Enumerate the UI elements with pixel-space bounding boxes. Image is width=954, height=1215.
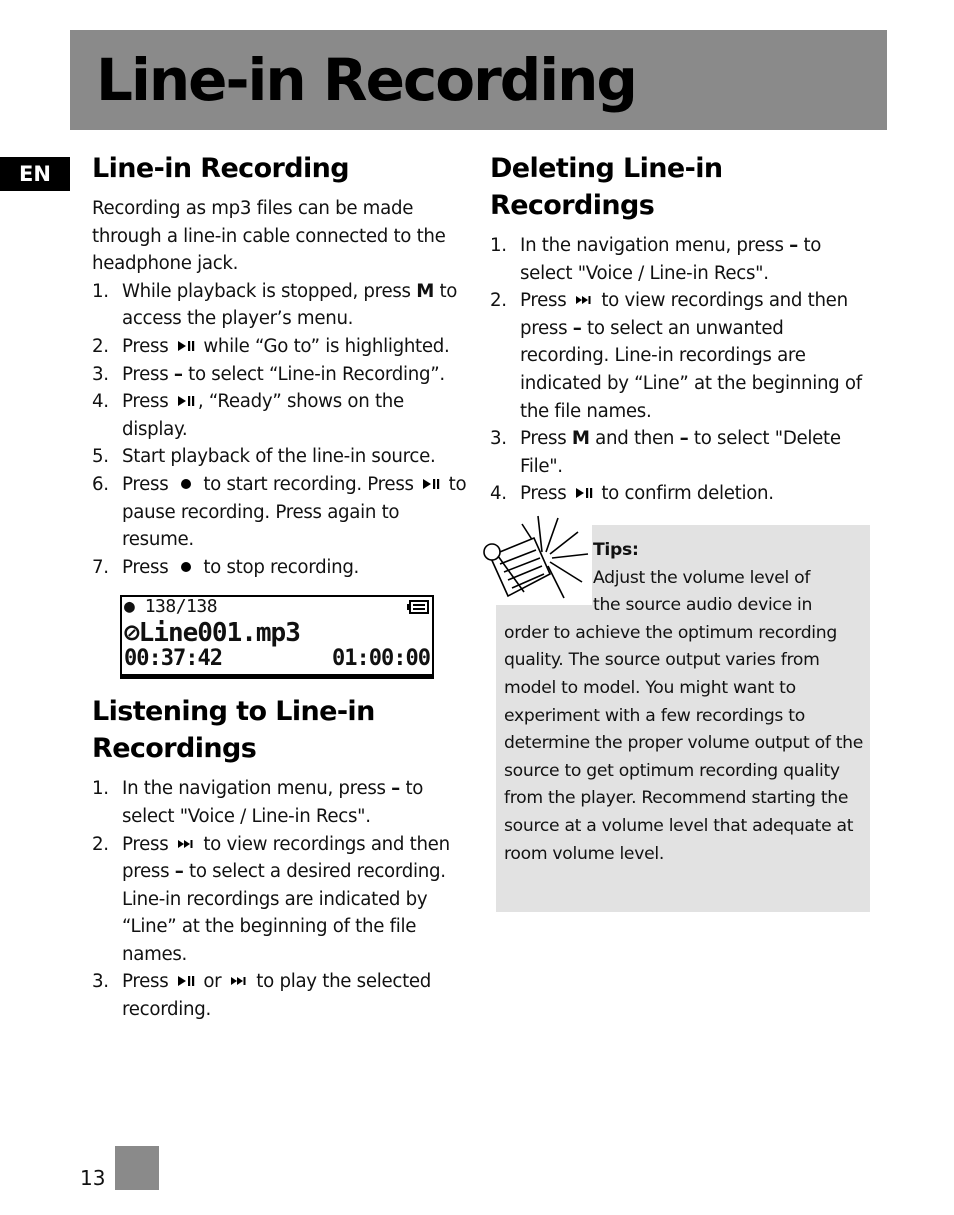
list-item: 3. Press M and then – to select "Delete File". — [490, 428, 841, 477]
section-heading-deleting: Deleting Line-in Recordings — [490, 153, 723, 221]
page-title: Line-in Recording — [96, 46, 636, 114]
language-tab: EN — [0, 157, 70, 191]
list-item: 3. Press – to select “Line-in Recording”. — [92, 363, 445, 385]
intro-paragraph: Recording as mp3 files can be made through a line-in cable connected to the headphone jack. — [92, 198, 446, 275]
record-dot-icon: ● — [124, 596, 135, 618]
play-pause-icon — [176, 974, 196, 988]
recording-steps — [92, 278, 470, 582]
lcd-progress-bar — [122, 674, 432, 677]
list-item: 4. Press , “Ready” shows on the display. — [92, 391, 404, 440]
title-banner — [70, 30, 887, 130]
battery-icon — [407, 600, 429, 614]
list-item: 2. Press while “Go to” is highlighted. — [92, 335, 450, 357]
lcd-time-row — [124, 647, 430, 671]
lcd-display — [120, 595, 434, 679]
section-heading-listening: Listening to Line-in Recordings — [92, 696, 375, 765]
skip-forward-icon — [574, 293, 594, 307]
skip-forward-icon — [229, 974, 249, 988]
lcd-counter: 138/138 — [144, 596, 218, 618]
play-pause-icon — [421, 477, 441, 491]
list-item: 2. Press to view recordings and then press – to select an unwanted recording. Line-in recordings are indicated by “Line” at the beginning of the file names. — [490, 290, 862, 422]
section-heading-line-in-recording: Line-in Recording — [92, 153, 349, 184]
tips-text — [504, 537, 864, 868]
record-dot-icon — [176, 560, 196, 574]
lcd-file-row — [124, 617, 300, 649]
play-pause-icon — [574, 486, 594, 500]
skip-forward-icon — [176, 837, 196, 851]
left-column — [92, 150, 470, 1024]
play-pause-icon — [176, 339, 196, 353]
lcd-elapsed-time: 00:37:42 — [124, 646, 222, 672]
list-item: 4. Press to confirm deletion. — [490, 483, 774, 505]
right-column — [490, 150, 870, 508]
list-item: 6. Press to start recording. Press to pause recording. Press again to resume. — [92, 473, 467, 551]
list-item: 3. Press or to play the selected recording. — [92, 971, 432, 1021]
page-number: 13 — [80, 1166, 106, 1190]
lcd-filename: Line001.mp3 — [138, 618, 300, 649]
list-item: 1. While playback is stopped, press M to access the player’s menu. — [92, 280, 458, 330]
tips-body: order to achieve the optimum recording quality. The source output varies from model to model. You might want to experiment with a few recordings to determine the proper volume output of the source to get optimum recording quality from the player. Recommend starting the source at a volume level that adequate at room volume level. — [504, 622, 864, 864]
play-pause-icon — [176, 394, 196, 408]
list-item: 7. Press to stop recording. — [92, 556, 360, 578]
record-dot-icon — [176, 477, 196, 491]
list-item: 1. In the navigation menu, press – to select "Voice / Line-in Recs". — [92, 778, 424, 827]
list-item: 1. In the navigation menu, press – to select "Voice / Line-in Recs". — [490, 235, 822, 284]
deleting-steps — [490, 232, 870, 508]
disc-icon: ⊘ — [124, 618, 139, 649]
tips-line-1: Adjust the volume level of — [593, 567, 811, 588]
list-item: 5. Start playback of the line-in source. — [92, 446, 436, 468]
page-marker-box — [115, 1146, 159, 1190]
lcd-total-time: 01:00:00 — [332, 646, 430, 672]
listening-steps — [92, 775, 470, 1023]
tips-line-2: the source audio device in — [593, 595, 813, 616]
tips-label: Tips: — [593, 540, 639, 560]
list-item: 2. Press to view recordings and then press – to select a desired recording. Line-in recordings are indicated by “Line” at the beginning of the file names. — [92, 833, 450, 965]
lcd-counter-row — [124, 597, 217, 617]
